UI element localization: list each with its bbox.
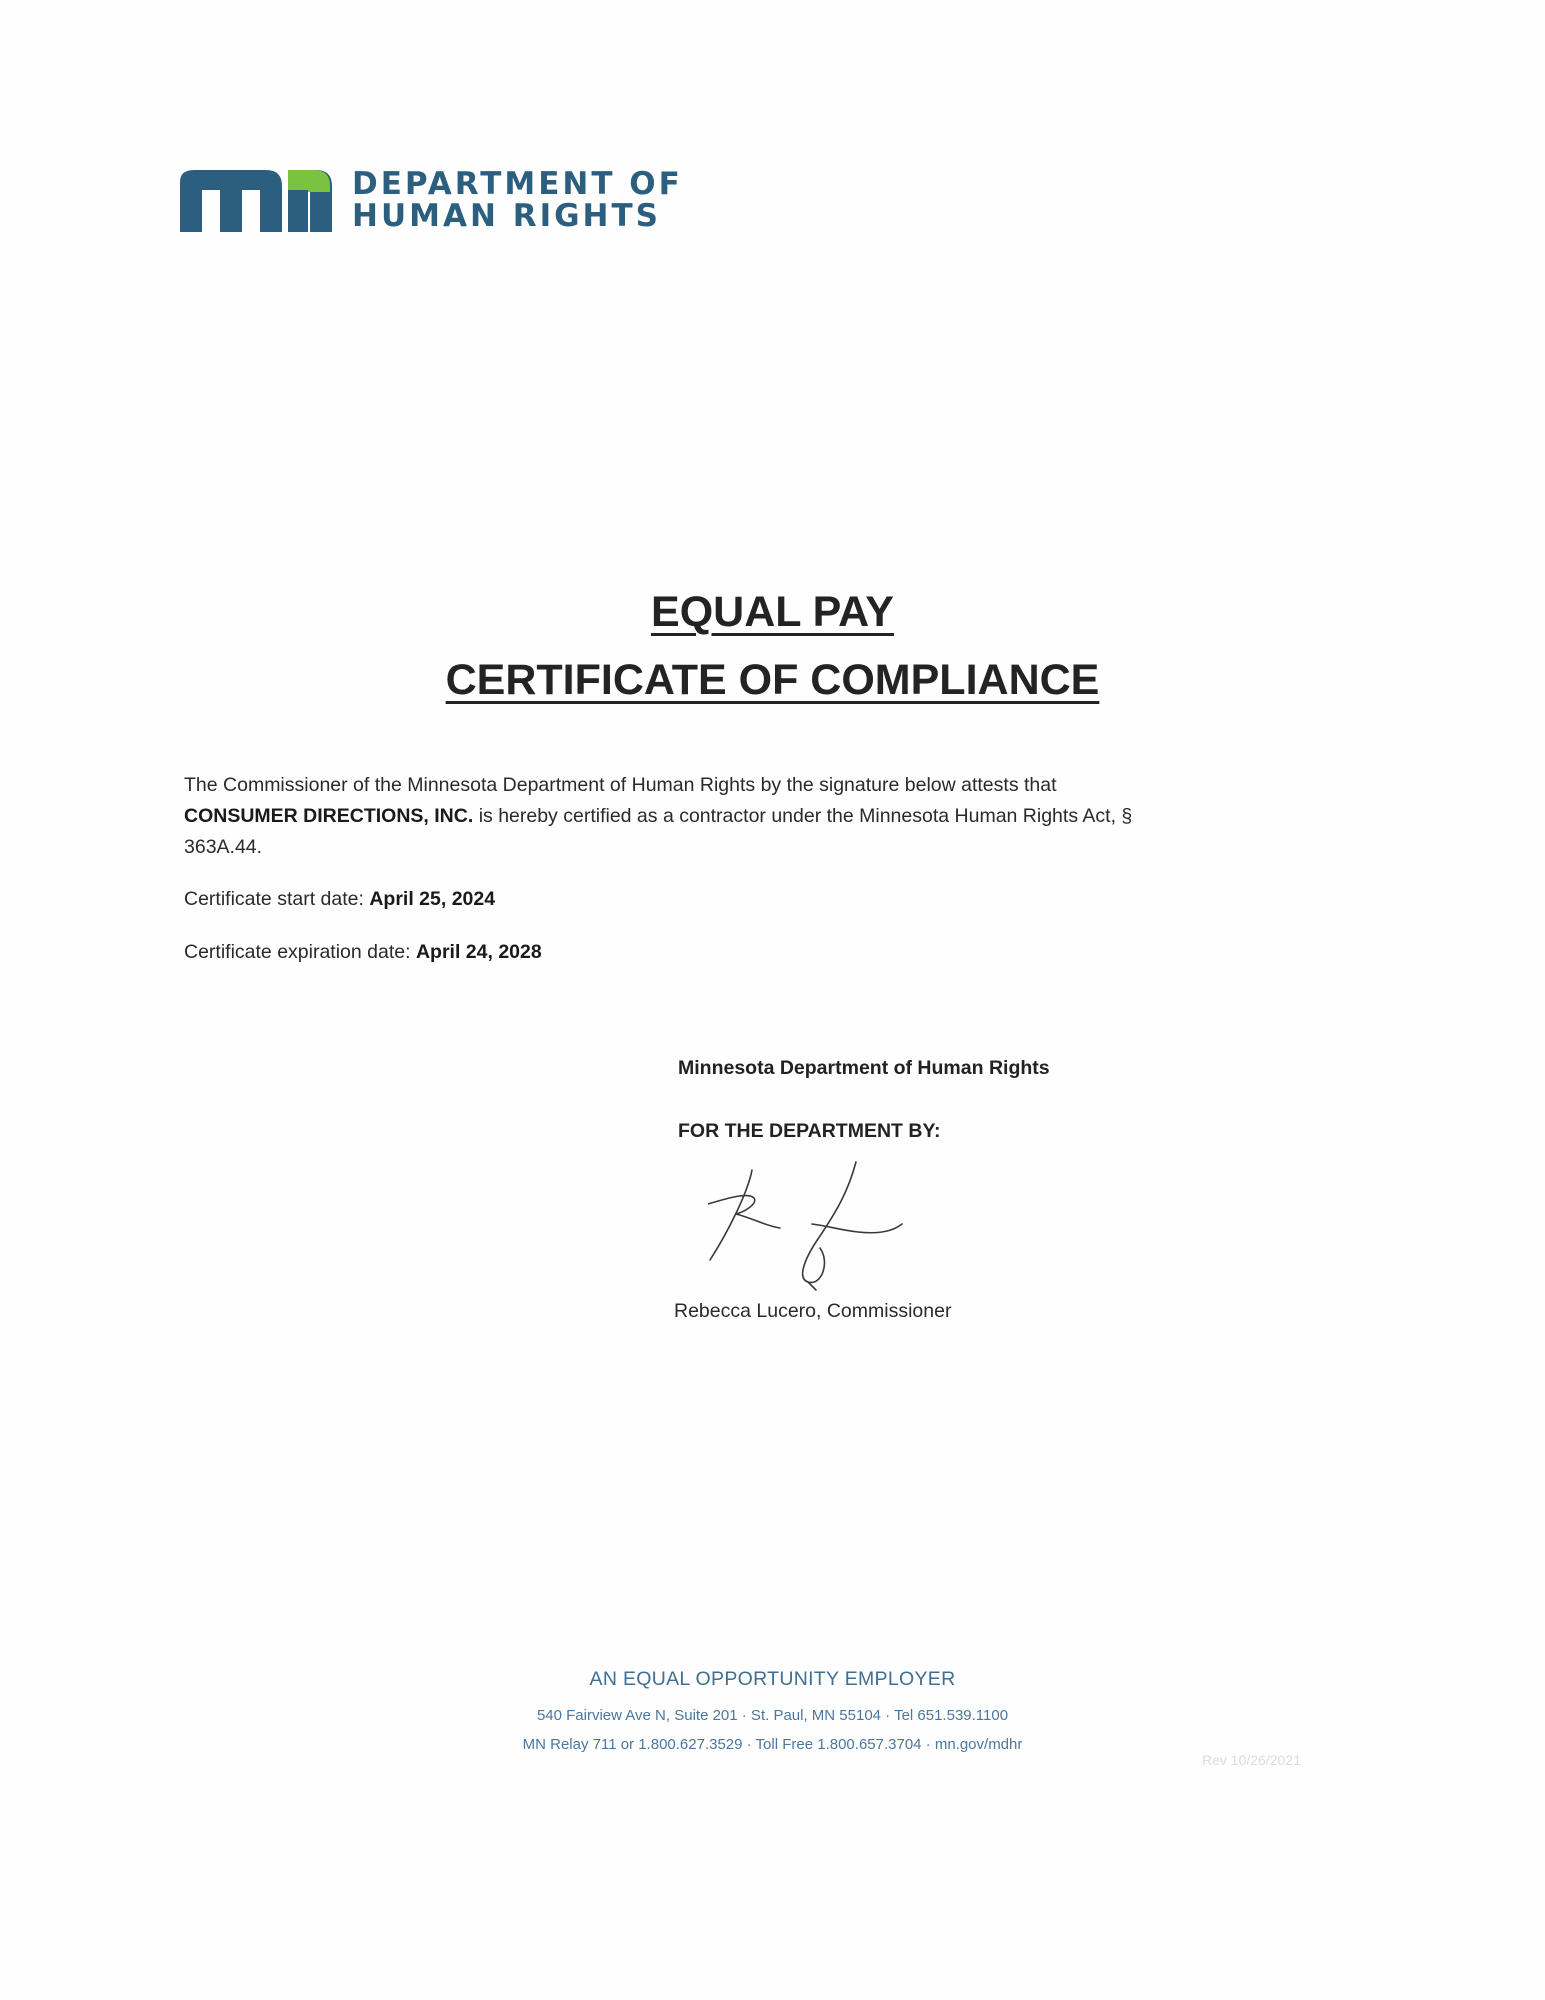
- logo-wordmark: [352, 168, 683, 232]
- title-equal-pay: EQUAL PAY: [651, 588, 894, 636]
- certificate-title: [0, 578, 1545, 714]
- handwritten-signature: [708, 1152, 968, 1297]
- equal-opportunity-employer: AN EQUAL OPPORTUNITY EMPLOYER: [589, 1668, 956, 1690]
- expiration-date-label: Certificate expiration date:: [184, 941, 411, 963]
- statute-reference: 363A.44.: [184, 836, 263, 858]
- logo-line-2: HUMAN RIGHTS: [352, 198, 661, 234]
- expiration-date-line: [184, 941, 542, 964]
- certified-text: is hereby certified as a contractor under the Minnesota Human Rights Act, §: [478, 805, 1133, 827]
- logo-line-1: DEPARTMENT OF: [352, 166, 683, 202]
- company-name: CONSUMER DIRECTIONS, INC.: [184, 805, 474, 827]
- signing-organization: Minnesota Department of Human Rights: [678, 1057, 1050, 1079]
- footer: [0, 1668, 1545, 1759]
- for-department-label: FOR THE DEPARTMENT BY:: [678, 1120, 941, 1142]
- address-line-1: 540 Fairview Ave N, Suite 201 · St. Paul, MN 55104 · Tel 651.539.1100: [536, 1707, 1009, 1724]
- start-date-value: April 25, 2024: [369, 888, 496, 910]
- mn-logo-mark-icon: [180, 168, 332, 232]
- title-certificate-of-compliance: CERTIFICATE OF COMPLIANCE: [445, 656, 1100, 704]
- start-date-label: Certificate start date:: [184, 888, 364, 910]
- revision-date: Rev 10/26/2021: [1202, 1752, 1301, 1768]
- signer-name-title: Rebecca Lucero, Commissioner: [674, 1300, 952, 1322]
- start-date-line: [184, 888, 495, 911]
- attestation-intro: The Commissioner of the Minnesota Department of Human Rights by the signature below attests that: [184, 774, 1057, 796]
- signature-block: [674, 1057, 1198, 1322]
- attestation-paragraph: [184, 770, 1314, 863]
- expiration-date-value: April 24, 2028: [415, 941, 542, 963]
- address-line-2: MN Relay 711 or 1.800.627.3529 · Toll Free 1.800.657.3704 · mn.gov/mdhr: [522, 1736, 1023, 1753]
- footer-address: [0, 1701, 1545, 1759]
- mdhr-logo: [180, 168, 683, 232]
